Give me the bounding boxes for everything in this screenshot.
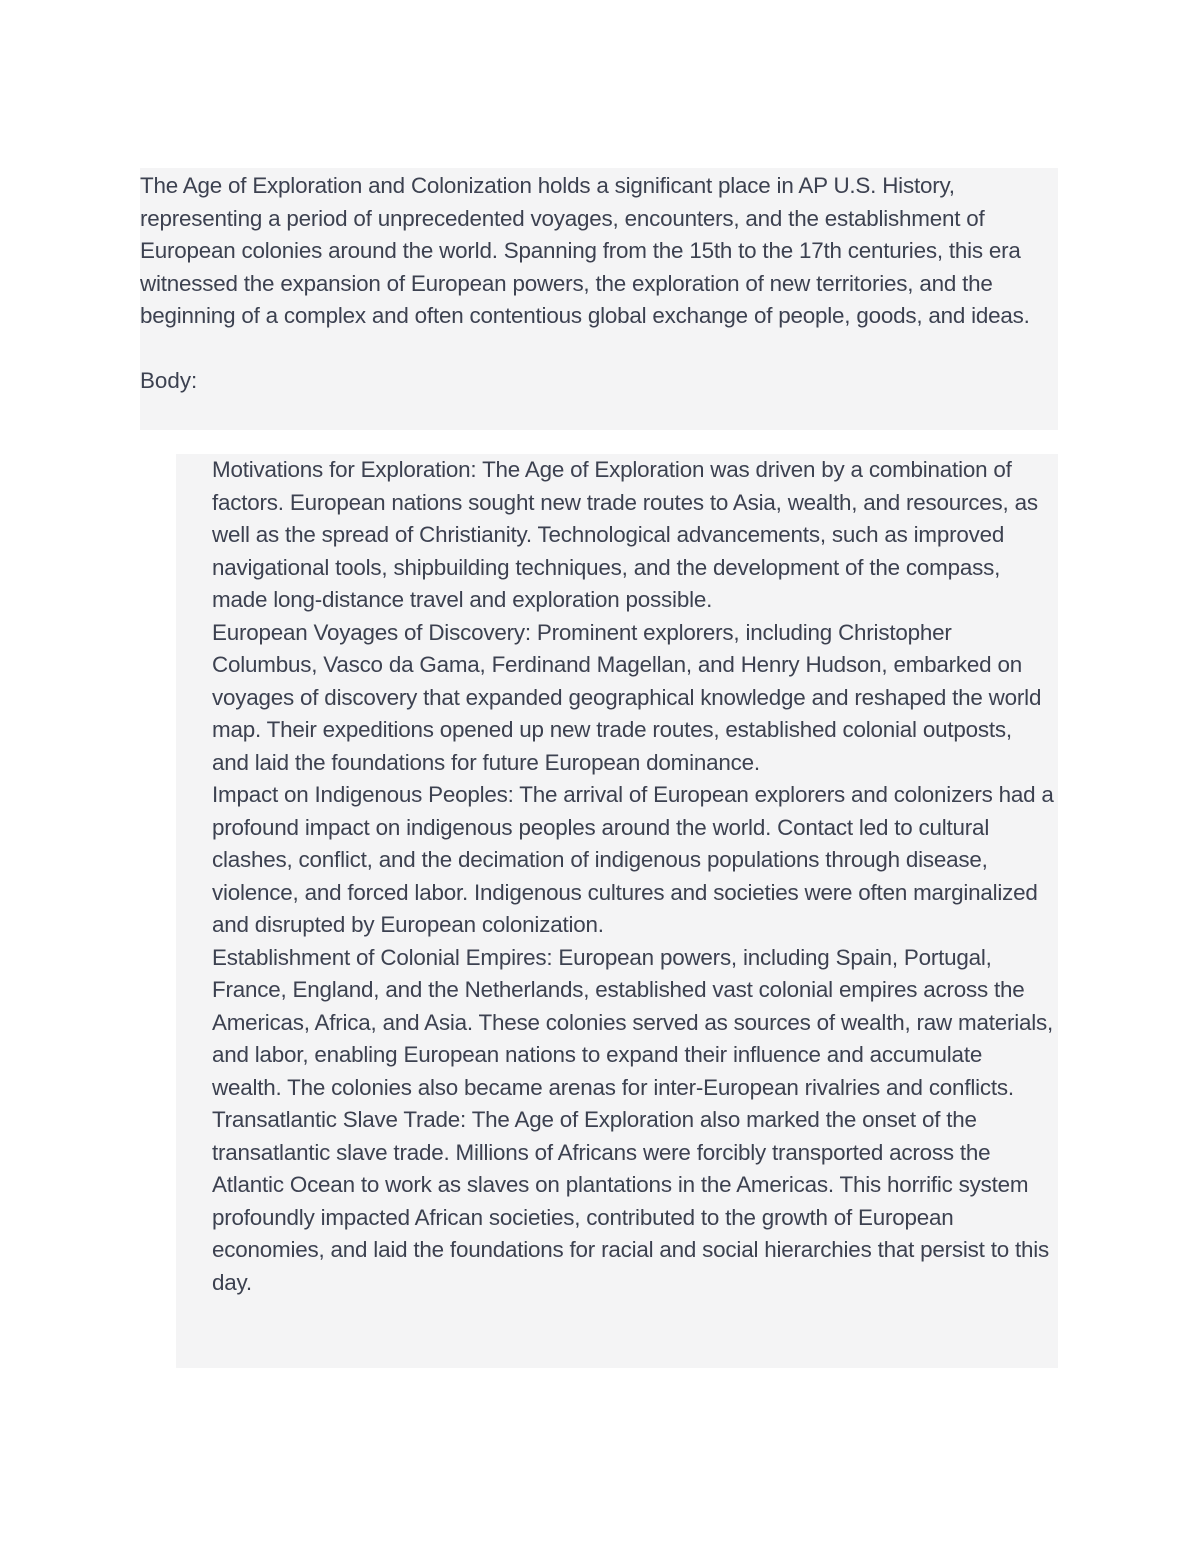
- list-item-motivations: Motivations for Exploration: The Age of Exploration was driven by a combination of factors. European nations sought new trade routes to Asia, wealth, and resources, as well as the spread of Christianity. Technological advancements, such as improved navigational tools, shipbuilding techniques, and the development of the compass, made long-distance travel and exploration possible.: [212, 457, 1038, 612]
- list-item-voyages: European Voyages of Discovery: Prominent explorers, including Christopher Columbus, Vasco da Gama, Ferdinand Magellan, and Henry Hudson, embarked on voyages of discovery that expanded geographical knowledge and reshaped the world map. Their expeditions opened up new trade routes, established colonial outposts, and laid the foundations for future European dominance.: [212, 619, 1042, 775]
- body-heading: Body:: [140, 367, 198, 393]
- list-item-indigenous-impact: Impact on Indigenous Peoples: The arrival of European explorers and colonizers had a profound impact on indigenous peoples around the world. Contact led to cultural clashes, conflict, and the decimation of indigenous populations through disease, violence, and forced labor. Indigenous cultures and societies were often marginalized and disrupted by European colonization.: [212, 782, 1054, 937]
- intro-paragraph: The Age of Exploration and Colonization holds a significant place in AP U.S. History, representing a period of unprecedented voyages, encounters, and the establishment of European colonies around the world. Spanning from the 15th to the 17th centuries, this era witnessed the expansion of European powers, the exploration of new territories, and the beginning of a complex and often contentious global exchange of people, goods, and ideas.: [140, 173, 1030, 328]
- body-list: [212, 454, 1054, 1299]
- intro-section: [140, 168, 1058, 430]
- list-item-slave-trade: Transatlantic Slave Trade: The Age of Exploration also marked the onset of the transatlantic slave trade. Millions of Africans were forcibly transported across the Atlantic Ocean to work as slaves on plantations in the Americas. This horrific system profoundly impacted African societies, contributed to the growth of European economies, and laid the foundations for racial and social hierarchies that persist to this day.: [212, 1107, 1050, 1295]
- list-item-colonial-empires: Establishment of Colonial Empires: European powers, including Spain, Portugal, France, England, and the Netherlands, established vast colonial empires across the Americas, Africa, and Asia. These colonies served as sources of wealth, raw materials, and labor, enabling European nations to expand their influence and accumulate wealth. The colonies also became arenas for inter-European rivalries and conflicts.: [212, 944, 1054, 1100]
- body-list-section: [176, 454, 1058, 1368]
